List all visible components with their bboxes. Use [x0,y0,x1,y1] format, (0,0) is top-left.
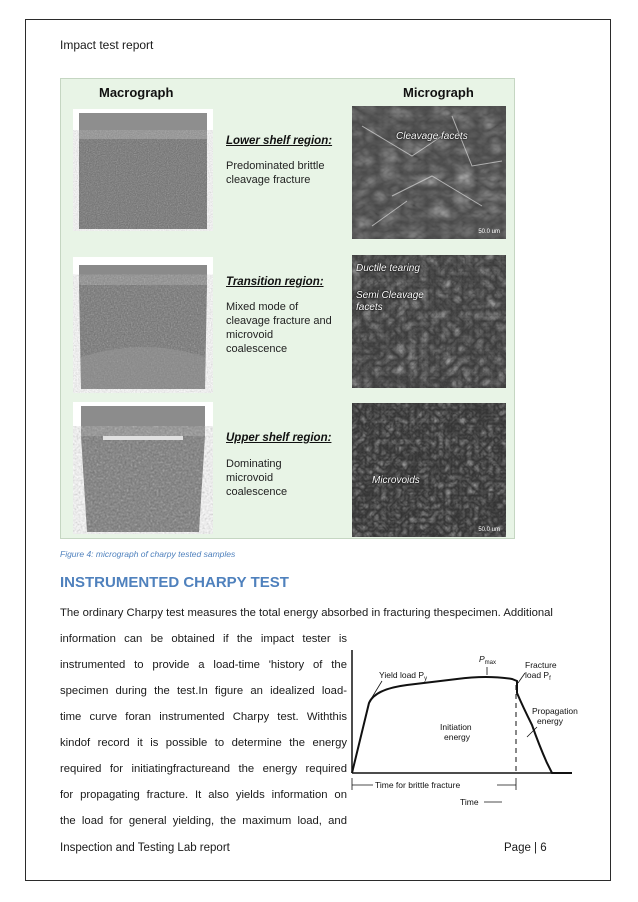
paragraph-line: instrumented to provide a load-time 'history of the [60,659,347,671]
scale-bar: 50.0 um [478,229,500,235]
desc-line: coalescence [226,486,288,498]
micrograph-heading: Micrograph [403,85,474,100]
desc-line: Predominated brittle [226,160,325,172]
fracture-figure [60,78,515,539]
paragraph-line: kindof record it is possible to determine the energy [60,737,347,749]
micrograph-transition [352,255,506,388]
region-desc-lower-shelf [226,159,346,187]
macrograph-lower-shelf [73,109,213,231]
macrograph-transition [73,257,213,393]
paragraph-line: information can be obtained if the impact tester is [60,633,347,645]
desc-line: cleavage fracture and [226,315,332,327]
desc-line: microvoid [226,472,274,484]
yield-pointer [371,681,382,699]
macrograph-upper-shelf [73,402,213,534]
pmax-label: $P_{max}$ [479,654,497,666]
footer-page-number: Page | 6 [504,842,547,854]
fracture-label-line1: Fracture [525,660,557,670]
micro-label-semi-cleavage: Semi Cleavage [356,290,424,301]
micro-label-microvoids: Microvoids [372,475,420,486]
initiation-label-line1: Initiation [440,722,472,732]
figure-caption: Figure 4: micrograph of charpy tested samples [60,549,236,559]
x-axis-label: Time [460,797,479,807]
micro-label-ductile: Ductile tearing [356,263,420,274]
desc-line: coalescence [226,343,288,355]
region-desc-upper-shelf [226,457,346,499]
fracture-pointer [518,673,525,683]
paragraph-line: the load for general yielding, the maximum load, and [60,815,347,827]
region-desc-transition [226,300,346,356]
region-title-upper-shelf: Upper shelf region: [226,432,332,444]
micrograph-upper-shelf [352,403,506,537]
paragraph-line: required for initiatingfractureand the energy required [60,763,347,775]
brittle-time-label: Time for brittle fracture [375,780,461,790]
desc-line: microvoid [226,329,274,341]
paragraph-first-line: The ordinary Charpy test measures the total energy absorbed in fracturing thespecimen. Additional [60,607,553,619]
load-time-graph [347,645,582,835]
region-title-transition: Transition region: [226,276,324,288]
micro-label-cleavage: Cleavage facets [396,131,468,142]
scale-bar: 50.0 um [478,527,500,533]
initiation-label-line2: energy [444,732,470,742]
desc-line: Mixed mode of [226,301,299,313]
section-title: INSTRUMENTED CHARPY TEST [60,574,289,591]
desc-line: Dominating [226,458,282,470]
paragraph-column [60,626,347,834]
footer-left: Inspection and Testing Lab report [60,842,230,854]
paragraph-line: specimen during the test.In figure an idealized load- [60,685,347,697]
fracture-label-line2: load $P_f$ [525,670,551,682]
micro-label-facets: facets [356,302,383,313]
propagation-label-line1: Propagation [532,706,578,716]
page-header: Impact test report [60,38,154,52]
propagation-label-line2: energy [537,716,563,726]
yield-load-label: Yield load $P_y$ [379,670,428,682]
paragraph-line: time curve foran instrumented Charpy test. Withthis [60,711,347,723]
paragraph-line: for propagating fracture. It also yields information on [60,789,347,801]
macrograph-heading: Macrograph [99,85,174,100]
desc-line: cleavage fracture [226,174,311,186]
micrograph-lower-shelf [352,106,506,239]
region-title-lower-shelf: Lower shelf region: [226,135,333,147]
